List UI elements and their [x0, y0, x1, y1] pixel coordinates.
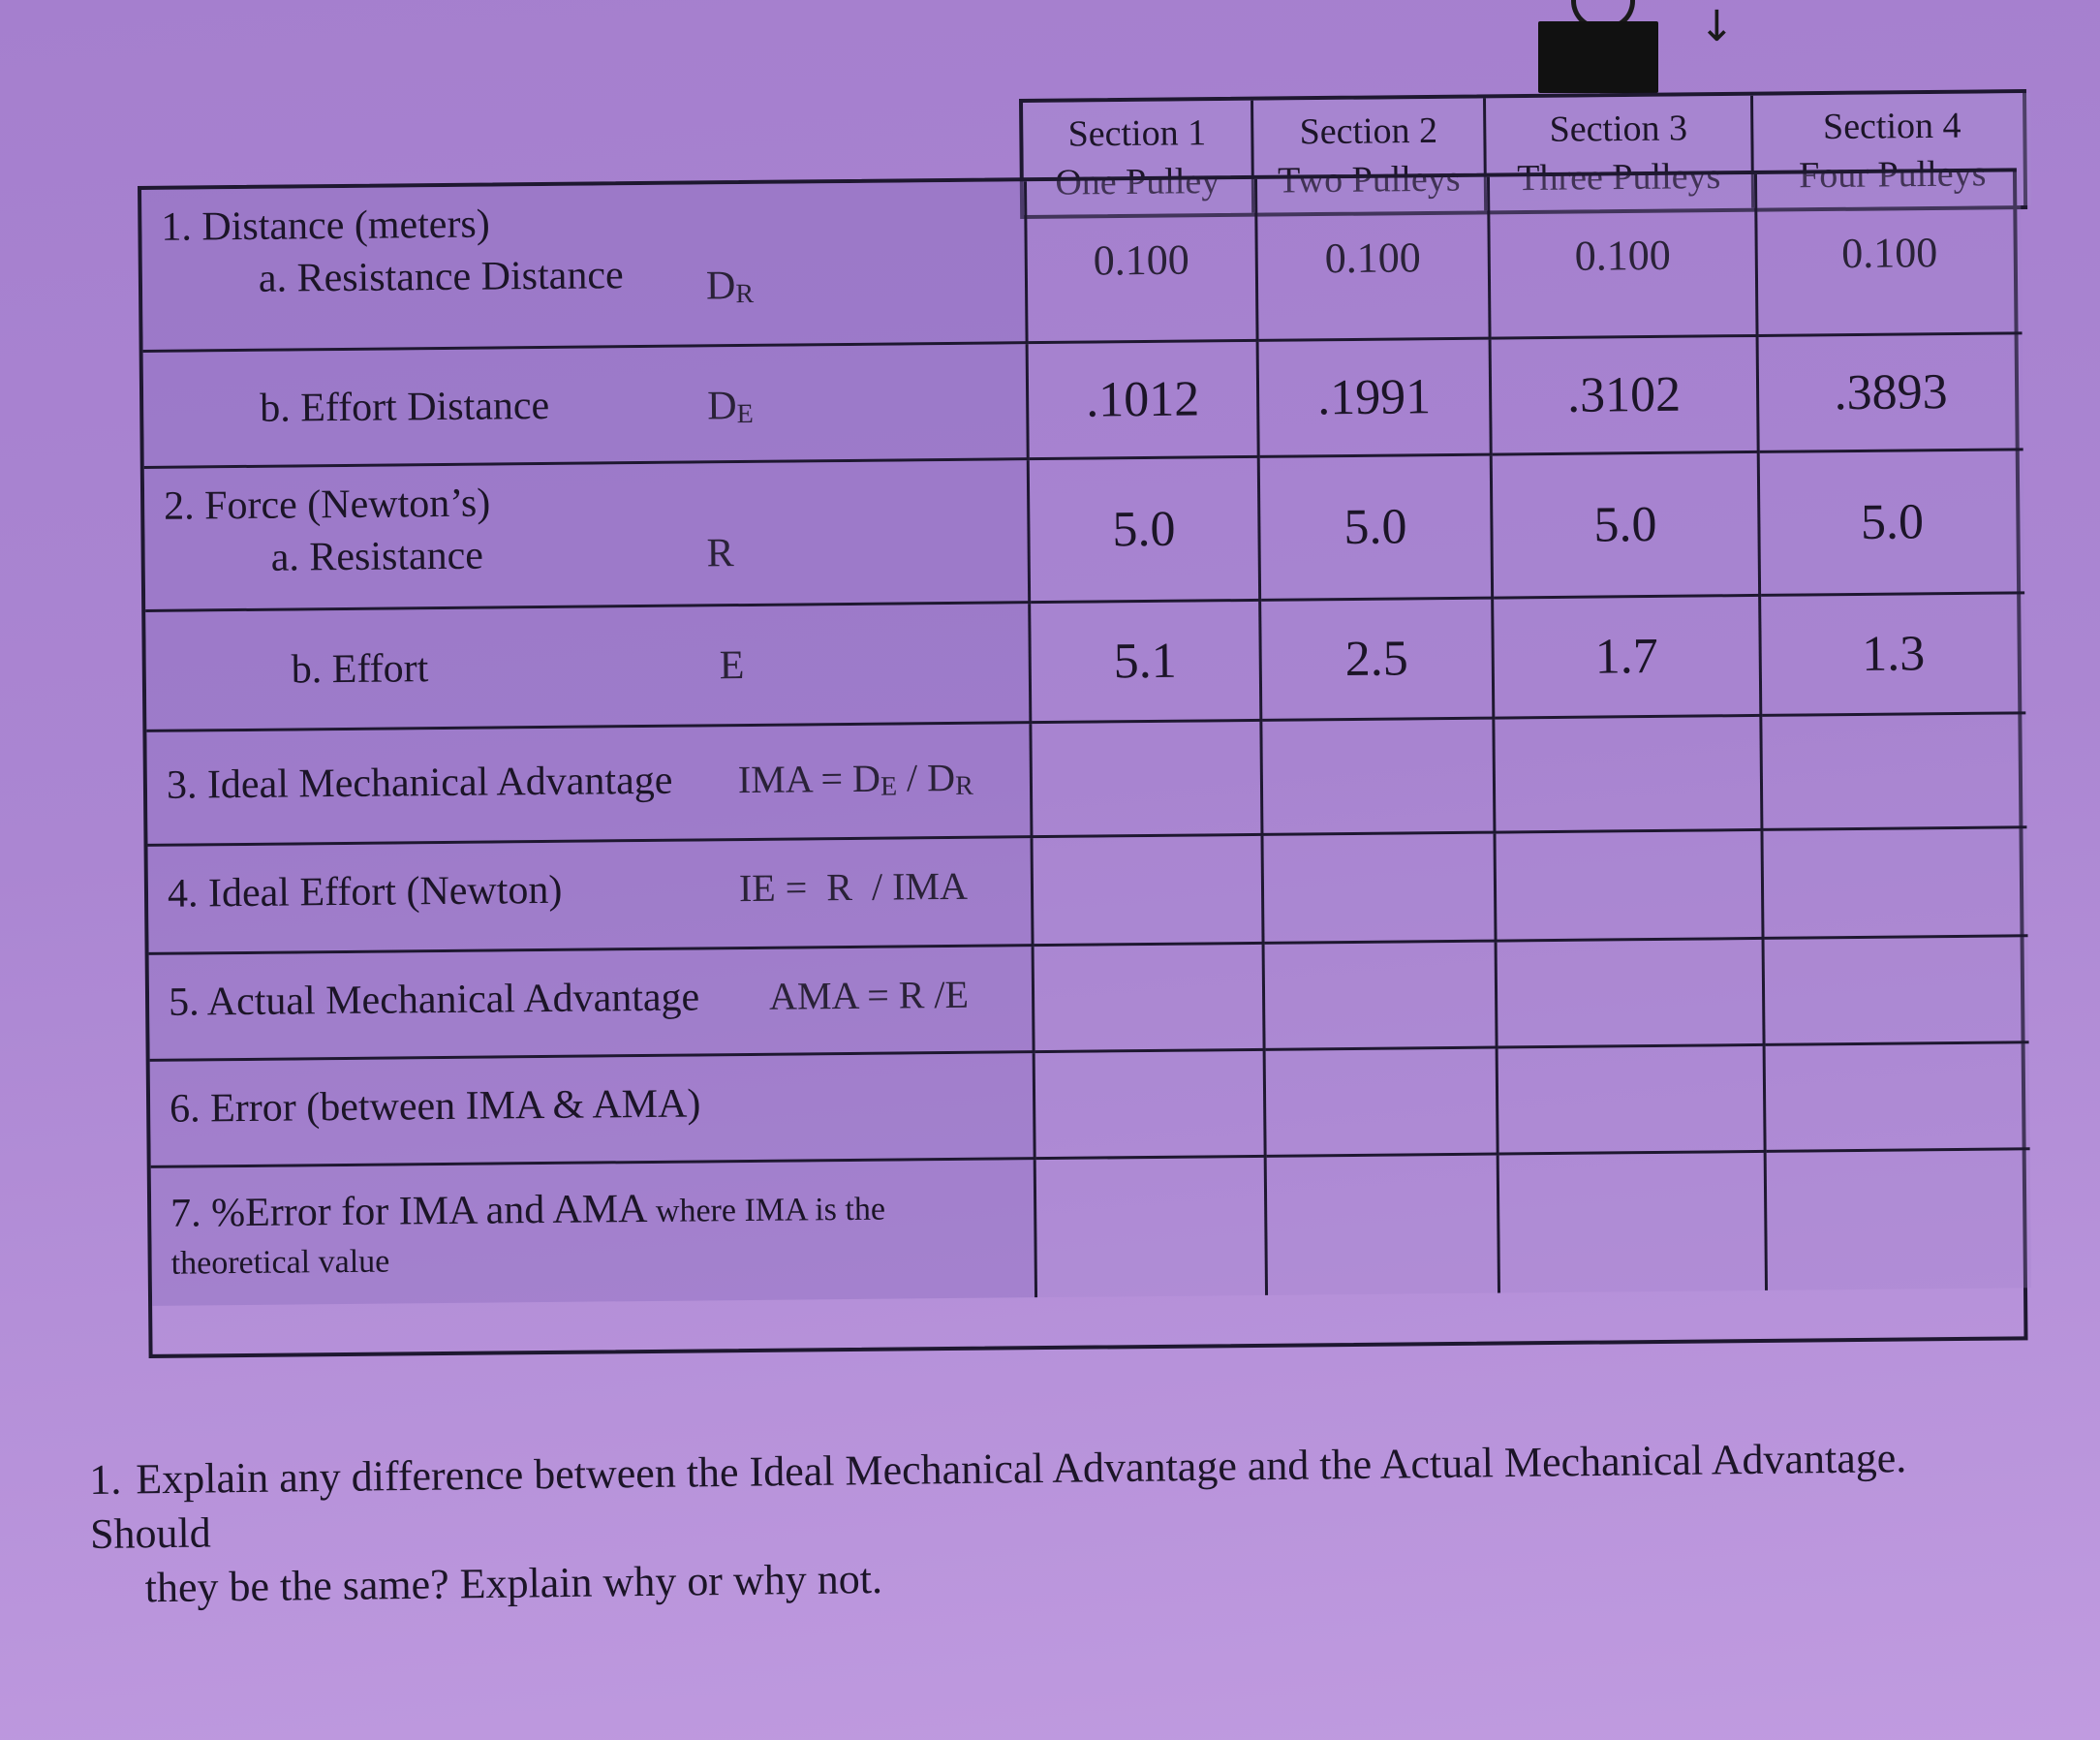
- effort-force-value[interactable]: 1.7: [1494, 597, 1762, 720]
- resistance-distance-value[interactable]: 0.100: [1027, 179, 1259, 344]
- ama-value-cell[interactable]: [1035, 945, 1266, 1053]
- resistance-force-symbol: R: [706, 531, 734, 576]
- header-section-label: Section 4: [1822, 105, 1961, 148]
- weight-block-icon: [1538, 21, 1658, 93]
- percent-error-note-cont: theoretical value: [170, 1243, 390, 1282]
- question-line-1: Explain any difference between the Ideal Mechanical Advantage and the Actual Mechanical Advantage. Should: [89, 1434, 1907, 1558]
- percent-error-value-cell[interactable]: [1036, 1158, 1268, 1297]
- effort-distance-value[interactable]: .3893: [1759, 334, 2023, 453]
- effort-force-value[interactable]: 1.3: [1761, 594, 2025, 717]
- error-value-cell[interactable]: [1266, 1049, 1499, 1158]
- resistance-force-label: a. Resistance: [270, 533, 484, 580]
- row-label-ama: [149, 947, 1035, 1062]
- resistance-distance-value[interactable]: 0.100: [1757, 171, 2023, 337]
- percent-error-note: where IMA is the: [647, 1191, 886, 1229]
- effort-distance-value[interactable]: .1012: [1029, 342, 1260, 460]
- resistance-distance-label: a. Resistance Distance: [258, 253, 624, 301]
- effort-distance-label: b. Effort Distance: [259, 383, 550, 431]
- resistance-distance-value[interactable]: 0.100: [1257, 177, 1492, 342]
- data-table: [138, 168, 2028, 1358]
- effort-distance-symbol: DE: [706, 384, 754, 430]
- row-label-error: [150, 1053, 1036, 1168]
- percent-error-value-cell[interactable]: [1499, 1153, 1768, 1293]
- force-heading: 2. Force (Newton’s): [163, 481, 491, 529]
- row-label-resistance-distance: [141, 181, 1029, 353]
- effort-force-value[interactable]: 5.1: [1031, 602, 1262, 724]
- ima-formula: IMA = DE / DR: [737, 755, 973, 802]
- resistance-distance-value[interactable]: 0.100: [1490, 174, 1759, 340]
- percent-error-value-cell[interactable]: [1767, 1150, 2031, 1290]
- header-pulley-label: One Pulley: [1055, 161, 1220, 203]
- ama-value-cell[interactable]: [1498, 940, 1766, 1049]
- ama-value-cell[interactable]: [1765, 937, 2029, 1046]
- header-section-label: Section 1: [1067, 112, 1207, 155]
- ima-value-cell[interactable]: [1762, 714, 2026, 831]
- ideal-effort-value-cell[interactable]: [1763, 828, 2027, 940]
- row-label-effort-distance: [143, 344, 1030, 469]
- ama-value-cell[interactable]: [1265, 943, 1498, 1051]
- error-value-cell[interactable]: [1766, 1043, 2030, 1153]
- effort-force-value[interactable]: 2.5: [1261, 600, 1495, 722]
- ima-value-cell[interactable]: [1262, 720, 1496, 836]
- ideal-effort-value-cell[interactable]: [1034, 836, 1265, 947]
- ima-value-cell[interactable]: [1495, 717, 1763, 834]
- header-section-label: Section 3: [1549, 108, 1688, 150]
- error-value-cell[interactable]: [1498, 1046, 1767, 1156]
- row-label-effort-force: [145, 604, 1032, 732]
- effort-distance-value[interactable]: .1991: [1259, 340, 1493, 458]
- question-number: 1.: [89, 1455, 122, 1504]
- effort-distance-value[interactable]: .3102: [1492, 337, 1760, 456]
- row-label-percent-error: [151, 1160, 1037, 1306]
- ima-label: 3. Ideal Mechanical Advantage: [166, 758, 673, 808]
- header-pulley-label: Four Pulleys: [1798, 153, 1987, 197]
- row-label-ima: [146, 724, 1033, 847]
- ideal-effort-formula: IE = R / IMA: [738, 863, 969, 911]
- ama-formula: AMA = R /E: [768, 972, 970, 1018]
- header-section-label: Section 2: [1299, 109, 1438, 153]
- header-pulley-label: Three Pulleys: [1517, 156, 1721, 200]
- error-label: 6. Error (between IMA & AMA): [169, 1081, 701, 1132]
- ideal-effort-value-cell[interactable]: [1496, 831, 1764, 943]
- header-pulley-label: Two Pulleys: [1277, 158, 1461, 202]
- arrow-down-icon: ↓: [1699, 2, 1735, 51]
- question-1: [89, 1430, 2028, 1616]
- resistance-distance-symbol: DR: [705, 264, 755, 310]
- row-label-ideal-effort: [148, 838, 1035, 955]
- row-label-resistance-force: [144, 460, 1031, 612]
- ama-label: 5. Actual Mechanical Advantage: [168, 975, 700, 1025]
- effort-force-symbol: E: [719, 643, 745, 689]
- ideal-effort-label: 4. Ideal Effort (Newton): [167, 867, 563, 917]
- percent-error-label: 7. %Error for IMA and AMA: [170, 1186, 648, 1236]
- error-value-cell[interactable]: [1035, 1051, 1267, 1160]
- resistance-force-value[interactable]: 5.0: [1760, 451, 2024, 597]
- effort-force-label: b. Effort: [291, 646, 429, 693]
- resistance-force-value[interactable]: 5.0: [1260, 456, 1494, 602]
- ima-value-cell[interactable]: [1032, 722, 1263, 838]
- resistance-force-value[interactable]: 5.0: [1030, 458, 1261, 604]
- ideal-effort-value-cell[interactable]: [1263, 834, 1497, 945]
- percent-error-value-cell[interactable]: [1267, 1156, 1500, 1295]
- resistance-force-value[interactable]: 5.0: [1493, 453, 1761, 600]
- distance-heading: 1. Distance (meters): [161, 202, 490, 250]
- question-line-2: they be the same? Explain why or why not.: [144, 1555, 883, 1612]
